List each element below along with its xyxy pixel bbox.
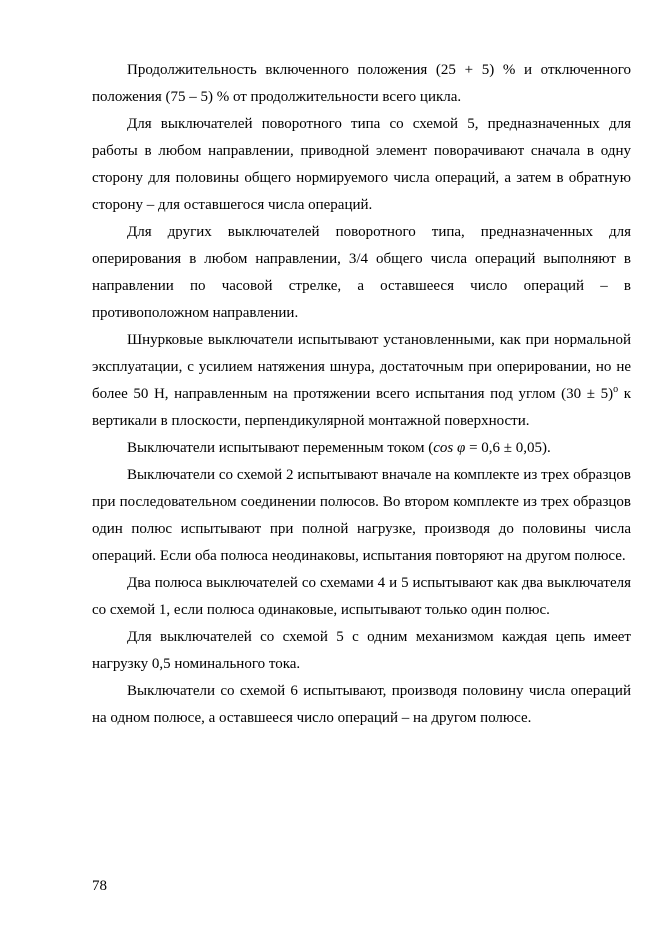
paragraph-ac-test xyxy=(92,435,631,462)
paragraph-scheme6: Выключатели со схемой 6 испытывают, производя половину числа операций на одном полюсе, а оставшееся число операций – на другом полюсе. xyxy=(92,683,631,726)
paragraph-other-rotary: Для других выключателей поворотного типа, предназначенных для оперирования в любом направлении, 3/4 общего числа операций выполняют в направлении по часовой стрелке, а оставшееся число операций – в противоположном направлении. xyxy=(92,224,631,321)
paragraph-cord-switches-text: Шнурковые выключатели испытывают установленными, как при нормальной эксплуатации, с усилием натяжения шнура, достаточным при оперировании, но не более 50 Н, направленным на протяжении всего испытания под углом (30 ± 5) xyxy=(92,332,631,402)
paragraph-ac-test-tail: = 0,6 ± 0,05). xyxy=(465,440,551,456)
degree-superscript: о xyxy=(613,384,619,395)
paragraph-schemes4-5: Два полюса выключателей со схемами 4 и 5 испытывают как два выключателя со схемой 1, если полюса одинаковые, испытывают только один полюс. xyxy=(92,575,631,618)
paragraph-cord-switches-tail: к вертикали в плоскости, перпендикулярной монтажной поверхности. xyxy=(92,386,631,429)
paragraph-rotary-scheme5: Для выключателей поворотного типа со схемой 5, предназначенных для работы в любом направлении, приводной элемент поворачивают сначала в одну сторону для половины общего нормируемого числа операций, а затем в обратную сторону – для оставшегося числа операций. xyxy=(92,116,631,213)
paragraph-scheme2: Выключатели со схемой 2 испытывают вначале на комплекте из трех образцов при последовательном соединении полюсов. Во втором комплекте из трех образцов один полюс испытывают при полной нагрузке, производя до половины числа операций. Если оба полюса неодинаковы, испытания повторяют на другом полюсе. xyxy=(92,467,631,564)
document-text xyxy=(92,57,631,732)
paragraph-duty-cycle: Продолжительность включенного положения (25 + 5) % и отключенного положения (75 – 5) % от продолжительности всего цикла. xyxy=(92,62,631,105)
cos-phi-formula: cos φ xyxy=(433,440,466,456)
paragraph-ac-test-text: Выключатели испытывают переменным током ( xyxy=(127,440,434,456)
page-number: 78 xyxy=(92,878,107,894)
paragraph-cord-switches xyxy=(92,327,631,435)
paragraph-scheme5-single-mechanism: Для выключателей со схемой 5 с одним механизмом каждая цепь имеет нагрузку 0,5 номинального тока. xyxy=(92,629,631,672)
